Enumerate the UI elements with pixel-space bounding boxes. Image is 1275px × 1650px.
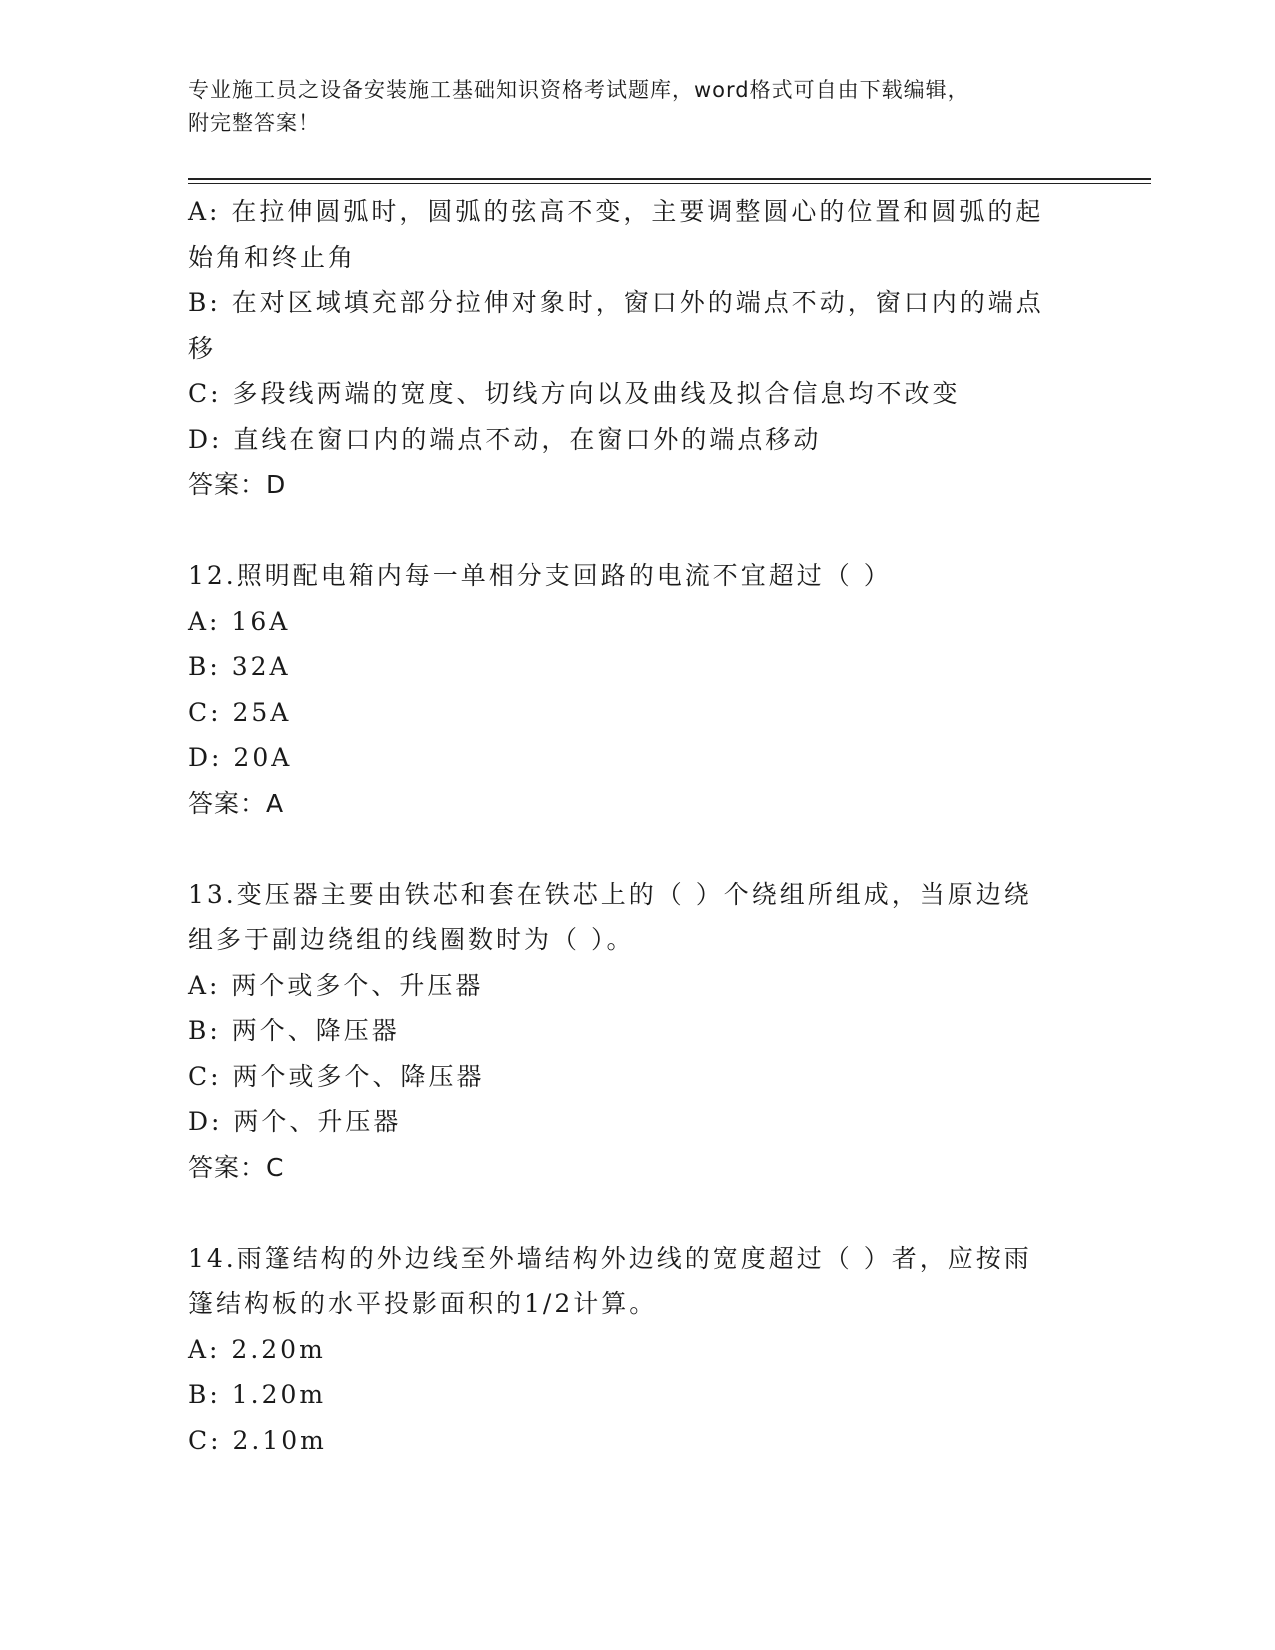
q11-option-b-line-2: 移 <box>188 333 217 363</box>
q13-stem-line-1: 13.变压器主要由铁芯和套在铁芯上的（ ）个绕组所组成，当原边绕 <box>188 879 1032 909</box>
q12-option-c: C: 25A <box>188 697 292 727</box>
spacer <box>188 826 1088 872</box>
question-14 <box>188 1236 1088 1464</box>
question-13 <box>188 872 1088 1191</box>
q14-option-b: B: 1.20m <box>188 1380 327 1409</box>
spacer <box>188 508 1088 554</box>
q13-option-c: C: 两个或多个、降压器 <box>188 1061 485 1091</box>
q12-answer: 答案：A <box>188 788 285 818</box>
q11-option-c: C: 多段线两端的宽度、切线方向以及曲线及拟合信息均不改变 <box>188 379 961 408</box>
q11-option-a-line-1: A: 在拉伸圆弧时，圆弧的弦高不变，主要调整圆心的位置和圆弧的起 <box>188 197 1044 226</box>
q12-stem: 12.照明配电箱内每一单相分支回路的电流不宜超过（ ） <box>188 561 892 590</box>
question-content <box>188 189 1088 1463</box>
q11-option-b-line-1: B: 在对区域填充部分拉伸对象时，窗口外的端点不动，窗口内的端点 <box>188 288 1044 317</box>
q14-option-a: A: 2.20m <box>188 1334 326 1364</box>
question-11 <box>188 189 1088 508</box>
q13-option-a: A: 两个或多个、升压器 <box>188 970 484 1000</box>
q13-stem-line-2: 组多于副边绕组的线圈数时为（ ）。 <box>188 925 635 954</box>
header-line-2: 附完整答案！ <box>188 111 320 135</box>
q13-answer: 答案：C <box>188 1152 285 1182</box>
header-rule-thin <box>188 183 1151 184</box>
spacer <box>188 1190 1088 1236</box>
q11-answer: 答案：D <box>188 470 287 499</box>
q12-option-d: D: 20A <box>188 743 293 772</box>
q14-stem-line-2: 篷结构板的水平投影面积的1/2计算。 <box>188 1289 658 1318</box>
q13-option-d: D: 两个、升压器 <box>188 1107 402 1136</box>
q11-option-a-line-2: 始角和终止角 <box>188 242 357 272</box>
header-line-1: 专业施工员之设备安装施工基础知识资格考试题库，word格式可自由下载编辑， <box>188 78 970 102</box>
q12-option-a: A: 16A <box>188 606 291 636</box>
q14-stem-line-1: 14.雨篷结构的外边线至外墙结构外边线的宽度超过（ ）者，应按雨 <box>188 1243 1032 1273</box>
q14-option-c: C: 2.10m <box>188 1425 327 1455</box>
question-12 <box>188 553 1088 826</box>
q13-option-b: B: 两个、降压器 <box>188 1016 400 1045</box>
header-rule-thick <box>188 178 1151 180</box>
q11-option-d: D: 直线在窗口内的端点不动，在窗口外的端点移动 <box>188 424 822 454</box>
document-header <box>188 74 1068 140</box>
q12-option-b: B: 32A <box>188 652 291 681</box>
